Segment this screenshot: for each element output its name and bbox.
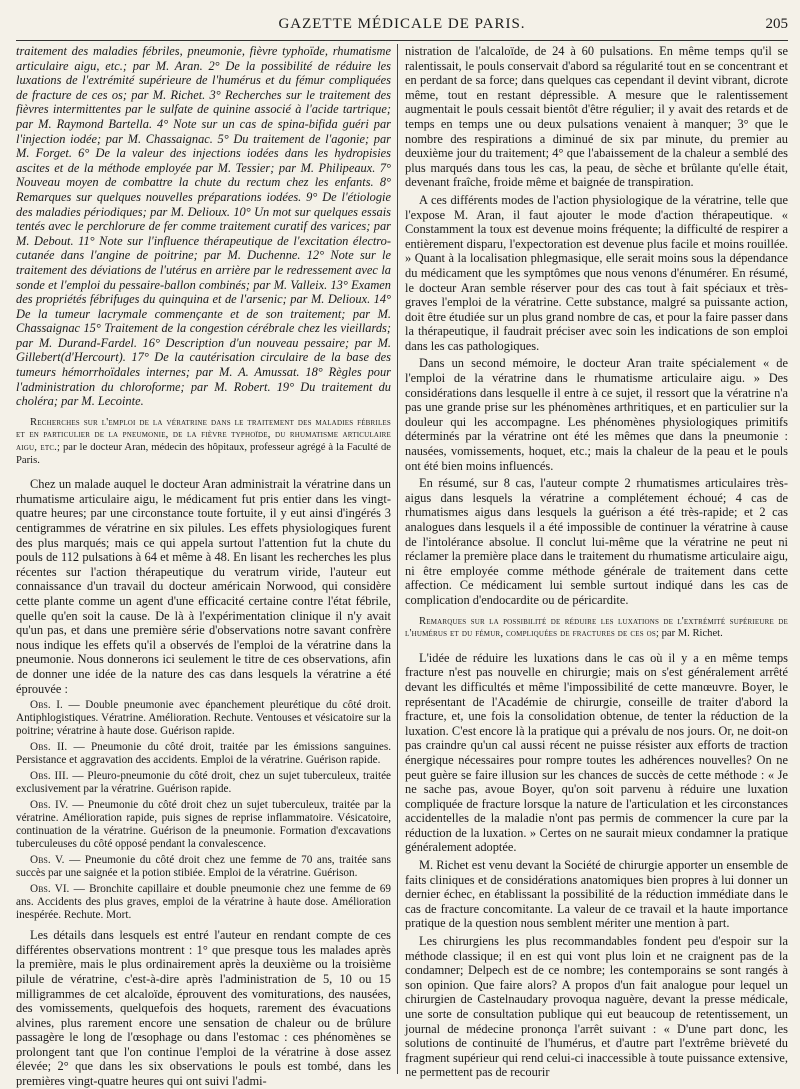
- paragraph: A ces différents modes de l'action physiologique de la vératrine, telle que l'expose M. Aran, il faut ajouter le mode d'action thérapeutique. « Constamment la toux est devenue moins fréquente; la difficulté de respirer a entièrement disparu, l'expectoration est devenue plus facile et moins rouillée. » Quant à la localisation phlegmasique, elle serait moins sous la dépendance du médicament que les symptômes que nous venons d'énumérer. En résumé, le docteur Aran semble réserver pour des cas tout à fait spéciaux et très-graves l'emploi de la vératrine. Cette substance, malgré sa puissante action, doit être étudiée sur un plus grand nombre de cas, et pour la faire passer dans la thérapeutique, il faudrait préciser avec soin les indications de son emploi dans les cas pathologiques.: [405, 192, 788, 353]
- newspaper-page: [16, 14, 788, 1089]
- observation-item: [16, 883, 391, 922]
- observation-item: [16, 799, 391, 851]
- paragraph: M. Richet est venu devant la Société de chirurgie apporter un ensemble de faits cliniques et de considérations anatomiques bien propres à lui donner un dernier échec, en établissant la possibilité de la réduction immédiate dans le cas de fracture concomitante. La valeur de ce travail et la haute importance pratique de la question nous semblent mériter une mention à part.: [405, 858, 788, 931]
- right-column: [405, 44, 788, 1080]
- observation-label: Obs. II.: [30, 741, 68, 754]
- observation-label: Obs. III.: [30, 770, 69, 783]
- page-header: [16, 14, 788, 41]
- column-divider: [397, 44, 398, 1074]
- observation-label: Obs. V.: [30, 854, 65, 867]
- observation-item: [16, 699, 391, 738]
- section-author: ; par M. Richet.: [655, 628, 723, 640]
- observation-text: — Pleuro-pneumonie du côté droit, chez un sujet tuberculeux, traitée exclusivement par la vératrine. Guérison rapide.: [16, 770, 392, 796]
- journal-title: GAZETTE MÉDICALE DE PARIS.: [278, 16, 526, 32]
- observation-text: — Bronchite capillaire et double pneumonie chez une femme de 69 ans. Accidents des plus graves, emploi de la vératrine à haute dose. Amélioration inespérée. Rechute. Mort.: [16, 883, 391, 922]
- observation-text: — Pneumonie du côté droit chez une femme de 70 ans, traitée sans succès par une saignée et la potion stibiée. Emploi de la vératrine. Guérison.: [16, 854, 391, 880]
- left-column: [16, 44, 392, 1089]
- paragraph: Dans un second mémoire, le docteur Aran traite spécialement « de l'emploi de la vératrine dans le rhumatisme articulaire aigu. » Des considérations dans lesquelle il entre à ce sujet, il ressort que la vératrine n'a pas une grande prise sur les phénomènes arthritiques, et en particulier sur la douleur qui les accompagne. Les phénomènes physiologiques primitifs déterminés par la vératrine ont été les mêmes que dans la pneumonie : nausées, vomissements, hoquet, etc.; mais la chaleur de la peau et le pouls ont été bien moins influencés.: [405, 356, 788, 473]
- paragraph: En résumé, sur 8 cas, l'auteur compte 2 rhumatismes articulaires très-aigus dans lesquels la vératrine a complétement échoué; 4 cas de rhumatismes aigus dans lesquels la guérison a été très-rapide; et 2 cas analogues dans lesquels il a été impossible de continuer la vératrine à cause de l'intolérance absolue. Il conclut lui-même que la vératrine ne peut ni réclamer la première place dans le traitement du rhumatisme articulaire aigu, ni être employée comme méthode générale de traitement dans cette affection. Ce médicament lui semble surtout indiqué dans les cas de complication d'endocardite ou de péricardite.: [405, 476, 788, 607]
- paragraph: L'idée de réduire les luxations dans le cas où il y a en même temps fracture n'est pas nouvelle en chirurgie; mais on s'est généralement arrêté devant les difficultés et même l'impossibilité de cette manœuvre. Boyer, le représentant de l'Académie de chirurgie, conseille de traiter d'abord la fracture, et, une fois la consolidation obtenue, de tenter la réduction de la luxation. C'est encore là la pratique qui a prévalu de nos jours. Or, ne doit-on pas craindre qu'un cal aussi récent ne puisse résister aux efforts de traction énergique nécessaires pour rompre toutes les adhérences nouvelles? On ne peut guère se faire illusion sur les chances de succès de cette méthode : « Je ne sache pas, avoue Boyer, qu'on soit parvenu à réduire une luxation compliquée de fracture lorsque la nature de l'articulation et les circonstances accidentelles de la maladie n'ont pas permis de commencer la cure par la réduction de la luxation. » Certes on ne saurait mieux condamner la pratique généralement adoptée.: [405, 650, 788, 855]
- observation-label: Obs. VI.: [30, 883, 70, 896]
- observation-item: [16, 741, 391, 767]
- section-title: Remarques sur la possibilité de réduire les luxations de l'extrémité supérieure de l'humérus et du fémur, compliquées de fractures de ces os: [405, 615, 788, 640]
- paragraph: Les détails dans lesquels est entré l'auteur en rendant compte de ces différentes observations montrent : 1° que presque tous les malades après la première, mais le plus ordinairement après la deuxième ou la troisième pilule de vératrine, c'est-à-dire après l'administration de 5, 10 ou 15 milligrammes de cet alcaloïde, éprouvent des vomiturations, des nausées, des vomissements, quelquefois des hoquets, rarement des évacuations alvines, plus rarement encore une sensation de chaleur ou de brûlure passagère le long de l'œsophage ou dans l'estomac : ces phénomènes se prolongent tant que l'on continue l'emploi de la vératrine à dose assez élevée; 2° que dans les six observations le pouls est tombé, dans les premières vingt-quatre heures qui ont suivi l'admi-: [16, 928, 391, 1089]
- observation-text: — Pneumonie du côté droit chez un sujet tuberculeux, traitée par la vératrine. Amélioration rapide, puis signes de reprise inflammatoire. Vésicatoire, continuation de la vératrine. Guérison de la pneumonie. Formation d'excavations tuberculeuses du côté opposé pendant la convalescence.: [16, 799, 391, 851]
- observation-item: [16, 854, 391, 880]
- observation-text: — Pneumonie du côté droit, traitée par les émissions sanguines. Persistance et aggravation des accidents. Emploi de la vératrine. Guérison rapide.: [16, 741, 391, 767]
- page-number: 205: [765, 16, 788, 32]
- section-heading-veratrine: [16, 417, 391, 467]
- observation-text: — Double pneumonie avec épanchement pleurétique du côté droit. Antiphlogistiques. Vératrine. Amélioration. Rechute. Ventouses et vésicatoire sur la poitrine; vératrine à haute dose. Guérison rapide.: [16, 699, 391, 738]
- article-columns: [16, 44, 788, 1089]
- contents-list: traitement des maladies fébriles, pneumonie, fièvre typhoïde, rhumatisme articulaire aigu, etc.; par M. Aran. 2° De la possibilité de réduire les luxations de l'extrémité supérieure de l'humérus et du fémur compliquées de fracture de ces os; par M. Richet. 3° Recherches sur le traitement des fièvres intermittentes par le sulfate de quinine associé à l'acide tartrique; par M. Raymond Bartella. 4° Note sur un cas de spina-bifida guéri par l'injection iodée; par M. Chassaignac. 5° Du traitement de l'agonie; par M. Forget. 6° De la valeur des injections iodées dans les hydropisies ascites et de la méthode employée par M. Tessier; par M. Philipeaux. 7° Nouveau moyen de combattre la chute du rectum chez les enfants. 8° Remarques sur quelques nouvelles préparations iodées. 9° De l'étiologie des maladies périodiques; par M. Delioux. 10° Un mot sur quelques essais tentés avec le perchlorure de fer comme traitement curatif des varices; par M. Debout. 11° Note sur l'influence thérapeutique de l'excitation électro-cutanée dans l'angine de poitrine; par M. Duchenne. 12° Note sur le traitement des déviations de l'utérus en arrière par le redressement avec la sonde et l'emploi du pessaire-ballon combinés; par M. Valleix. 13° Examen des propriétés fébrifuges du quinquina et de l'arsenic; par M. Delioux. 14° De la tumeur lacrymale commençante et de son traitement; par M. Chassaignac 15° Traitement de la congestion cérébrale chez les vieillards; par M. Durand-Fardel. 16° Description d'un nouveau pessaire; par M. Gillebert(d'Hercourt). 17° De la cautérisation circulaire de la base des tumeurs hémorrhoïdales internes; par M. A. Amussat. 18° Règles pour l'administration du chloroforme; par M. Robert. 19° Du traitement du choléra; par M. Lecointe.: [16, 44, 391, 409]
- section-title: Recherches sur l'emploi de la vératrine dans le traitement des maladies fébriles et en particulier de la pneumonie, de la fièvre typhoïde, du rhumatisme articulaire aigu, etc.: [16, 416, 391, 454]
- paragraph: nistration de l'alcaloïde, de 24 à 60 pulsations. En même temps qu'il se ralentissait, le pouls conservait d'abord sa régularité tout en se concentrant et en perdant de sa force; dans quelques cas cependant il devint vibrant, dicrote même, tout en restant dépressible. A mesure que le ralentissement augmentait le pouls cessait bientôt d'être régulier; il y avait des retards et de temps en temps une ou deux pulsations venaient à manquer; 3° que le nombre des respirations a diminué de six par minute, du premier au deuxième jour du traitement; 4° que l'abaissement de la chaleur a semblé des plus marqués dans tous les cas, la peau, de sèche et brûlante qu'elle était, devenant fraîche, froide même et baignée de transpiration.: [405, 44, 788, 190]
- paragraph: Chez un malade auquel le docteur Aran administrait la vératrine dans un rhumatisme articulaire aigu, le médicament fut pris entier dans les vingt-quatre heures; par une circonstance toute fortuite, il y eut ainsi d'ingérés 3 centigrammes de vératrine en six pilules. Les effets physiologiques furent des plus marqués; mais ce qui appela surtout l'attention fut la chute du pouls de 112 pulsations à 64 et même à 48. En lisant les recherches les plus récentes sur l'action thérapeutique du veratrum viride, l'auteur eut connaissance d'un travail du docteur américain Norwood, qui considère cette plante comme un agent d'une efficacité certaine contre l'état fébrile, quelle qu'en soit la cause. De là à l'expérimentation clinique il n'y avait qu'un pas, et dans une première série d'observations notre savant confrère nous indique les effets qu'il a observés de l'emploi de la vératrine dans la pneumonie. Nous donnerons ici seulement le titre de ces observations, afin de donner une idée de la nature des cas dans lesquels la vératrine a été éprouvée :: [16, 477, 391, 696]
- section-heading-luxations: [405, 616, 788, 641]
- observation-label: Obs. I.: [30, 699, 63, 712]
- section-author: ; par le docteur Aran, médecin des hôpitaux, professeur agrégé à la Faculté de Paris.: [16, 442, 392, 466]
- paragraph: Les chirurgiens les plus recommandables fondent peu d'espoir sur la méthode classique; il en est qui vont plus loin et ne craignent pas de la condamner; Delpech est de ce nombre; les contemporains se sont rangés à son opinion. Que faire alors? A propos d'un fait analogue pour lequel un chirurgien de Castelnaudary provoqua naguère, devant la presse médicale, une sorte de consultation publique qui eut beaucoup de retentissement, un journal de médecine prononça l'arrêt suivant : « D'une part donc, les solutions de continuité de l'humérus, et d'autre part l'extrême brièveté du fragment supérieur qui rend celui-ci inaccessible à toute puissance extensive, ne permettent pas de recourir: [405, 934, 788, 1080]
- observation-label: Obs. IV.: [30, 799, 69, 812]
- observation-item: [16, 770, 391, 796]
